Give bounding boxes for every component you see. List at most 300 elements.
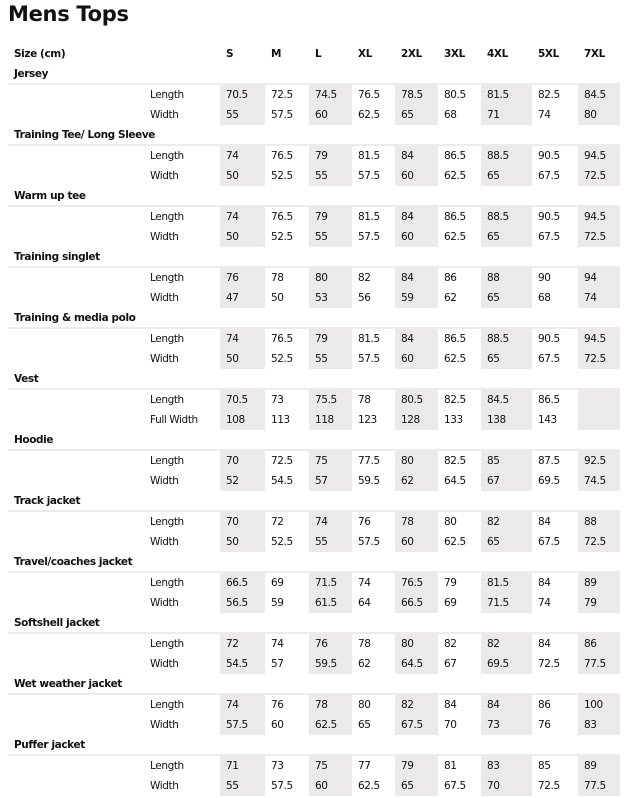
value-cell: 50 xyxy=(271,292,284,304)
value-cell: 70 xyxy=(220,450,265,471)
value-cell: 79 xyxy=(395,755,438,776)
value-cell: 59 xyxy=(271,597,284,609)
table-row xyxy=(8,166,620,186)
value-cell: 55 xyxy=(309,166,352,186)
value-cell: 57 xyxy=(309,471,352,491)
group-name: Jersey xyxy=(8,64,620,84)
value-cell: 88.5 xyxy=(481,328,532,349)
table-row xyxy=(8,694,620,715)
value-cell: 138 xyxy=(481,410,532,430)
spacer-cell xyxy=(8,776,150,796)
value-cell: 74 xyxy=(220,206,265,227)
value-cell: 62.5 xyxy=(444,231,466,243)
value-cell: 72 xyxy=(271,516,284,528)
size-chart-table xyxy=(8,44,620,796)
value-cell: 72.5 xyxy=(271,89,293,101)
measurement-label: Length xyxy=(150,272,184,284)
table-row xyxy=(8,532,620,552)
value-cell: 53 xyxy=(309,288,352,308)
value-cell: 47 xyxy=(220,288,265,308)
table-row xyxy=(8,633,620,654)
value-cell: 76.5 xyxy=(358,89,380,101)
value-cell: 60 xyxy=(395,227,438,247)
value-cell: 52.5 xyxy=(271,231,293,243)
value-cell: 100 xyxy=(578,694,620,715)
value-cell: 74 xyxy=(271,638,284,650)
value-cell: 84 xyxy=(538,577,551,589)
value-cell: 88 xyxy=(578,511,620,532)
value-cell: 67 xyxy=(444,658,457,670)
value-cell: 69 xyxy=(271,577,284,589)
value-cell: 86.5 xyxy=(538,394,560,406)
size-header-7xl: 7XL xyxy=(584,48,605,60)
table-row xyxy=(8,410,620,430)
spacer-cell xyxy=(8,328,150,349)
value-cell: 64.5 xyxy=(444,475,466,487)
value-cell: 75 xyxy=(309,755,352,776)
value-cell: 76 xyxy=(220,267,265,288)
value-cell: 86.5 xyxy=(444,150,466,162)
group-name: Softshell jacket xyxy=(8,613,620,633)
value-cell: 70.5 xyxy=(220,84,265,105)
value-cell: 84 xyxy=(538,516,551,528)
spacer-cell xyxy=(8,227,150,247)
value-cell: 79 xyxy=(309,145,352,166)
value-cell: 65 xyxy=(358,719,371,731)
value-cell: 65 xyxy=(481,532,532,552)
value-cell: 50 xyxy=(220,227,265,247)
spacer-cell xyxy=(8,633,150,654)
value-cell: 72.5 xyxy=(578,166,620,186)
measurement-label: Width xyxy=(150,475,179,487)
measurement-label: Length xyxy=(150,699,184,711)
value-cell: 68 xyxy=(538,292,551,304)
value-cell: 78.5 xyxy=(395,84,438,105)
group-header-row xyxy=(8,125,620,145)
measurement-label: Width xyxy=(150,536,179,548)
value-cell: 94.5 xyxy=(578,206,620,227)
value-cell: 57.5 xyxy=(358,353,380,365)
value-cell: 74 xyxy=(220,145,265,166)
value-cell: 77.5 xyxy=(578,654,620,674)
value-cell: 57.5 xyxy=(271,780,293,792)
table-row xyxy=(8,572,620,593)
value-cell: 108 xyxy=(220,410,265,430)
header-row xyxy=(8,44,620,64)
spacer-cell xyxy=(8,471,150,491)
value-cell: 76.5 xyxy=(395,572,438,593)
value-cell: 84.5 xyxy=(481,389,532,410)
value-cell: 61.5 xyxy=(309,593,352,613)
value-cell: 123 xyxy=(358,414,377,426)
group-name: Wet weather jacket xyxy=(8,674,620,694)
value-cell: 67.5 xyxy=(444,780,466,792)
table-row xyxy=(8,511,620,532)
value-cell: 90.5 xyxy=(538,150,560,162)
measurement-label: Width xyxy=(150,658,179,670)
table-row xyxy=(8,776,620,796)
value-cell: 54.5 xyxy=(220,654,265,674)
value-cell: 90.5 xyxy=(538,333,560,345)
value-cell: 57 xyxy=(271,658,284,670)
table-row xyxy=(8,349,620,369)
value-cell: 87.5 xyxy=(538,455,560,467)
group-name: Travel/coaches jacket xyxy=(8,552,620,572)
group-name: Hoodie xyxy=(8,430,620,450)
measurement-label: Length xyxy=(150,394,184,406)
value-cell: 55 xyxy=(309,349,352,369)
value-cell: 78 xyxy=(271,272,284,284)
value-cell: 64.5 xyxy=(395,654,438,674)
value-cell xyxy=(578,389,620,410)
spacer-cell xyxy=(8,410,150,430)
value-cell: 62 xyxy=(358,658,371,670)
value-cell: 84 xyxy=(395,206,438,227)
group-header-row xyxy=(8,430,620,450)
value-cell: 65 xyxy=(481,288,532,308)
value-cell: 81.5 xyxy=(481,84,532,105)
spacer-cell xyxy=(8,572,150,593)
value-cell: 65 xyxy=(481,227,532,247)
measurement-label: Length xyxy=(150,577,184,589)
value-cell: 74 xyxy=(578,288,620,308)
value-cell: 62 xyxy=(444,292,457,304)
table-row xyxy=(8,227,620,247)
table-row xyxy=(8,715,620,735)
value-cell: 76 xyxy=(271,699,284,711)
measurement-label: Length xyxy=(150,760,184,772)
value-cell: 62 xyxy=(395,471,438,491)
table-row xyxy=(8,755,620,776)
value-cell: 64 xyxy=(358,597,371,609)
value-cell: 73 xyxy=(481,715,532,735)
value-cell: 57.5 xyxy=(358,170,380,182)
value-cell: 60 xyxy=(309,776,352,796)
value-cell: 88.5 xyxy=(481,145,532,166)
value-cell: 88.5 xyxy=(481,206,532,227)
size-header-4xl: 4XL xyxy=(487,48,508,60)
value-cell: 82 xyxy=(481,511,532,532)
value-cell: 57.5 xyxy=(220,715,265,735)
value-cell: 90 xyxy=(538,272,551,284)
value-cell: 56.5 xyxy=(220,593,265,613)
table-row xyxy=(8,84,620,105)
value-cell: 70 xyxy=(481,776,532,796)
size-header-s: S xyxy=(226,48,234,60)
value-cell: 80 xyxy=(358,699,371,711)
size-header-m: M xyxy=(271,48,282,60)
measurement-label: Length xyxy=(150,89,184,101)
table-row xyxy=(8,471,620,491)
value-cell: 75.5 xyxy=(309,389,352,410)
value-cell: 79 xyxy=(309,206,352,227)
group-name: Track jacket xyxy=(8,491,620,511)
value-cell: 70.5 xyxy=(220,389,265,410)
value-cell: 80.5 xyxy=(444,89,466,101)
value-cell: 74 xyxy=(538,597,551,609)
value-cell: 52.5 xyxy=(271,536,293,548)
value-cell: 94.5 xyxy=(578,328,620,349)
value-cell: 68 xyxy=(444,109,457,121)
value-cell: 65 xyxy=(395,105,438,125)
spacer-cell xyxy=(8,267,150,288)
value-cell: 89 xyxy=(578,755,620,776)
value-cell: 71 xyxy=(481,105,532,125)
value-cell: 71.5 xyxy=(481,593,532,613)
value-cell: 52.5 xyxy=(271,170,293,182)
value-cell: 65 xyxy=(395,776,438,796)
value-cell: 73 xyxy=(271,394,284,406)
measurement-label: Length xyxy=(150,455,184,467)
group-header-row xyxy=(8,674,620,694)
spacer-cell xyxy=(8,206,150,227)
value-cell: 86 xyxy=(538,699,551,711)
group-header-row xyxy=(8,369,620,389)
value-cell: 79 xyxy=(309,328,352,349)
value-cell: 67.5 xyxy=(538,536,560,548)
value-cell: 72.5 xyxy=(538,658,560,670)
value-cell: 62.5 xyxy=(444,536,466,548)
value-cell: 82 xyxy=(358,272,371,284)
value-cell: 84 xyxy=(395,328,438,349)
value-cell: 84 xyxy=(395,145,438,166)
value-cell: 94 xyxy=(578,267,620,288)
group-name: Training singlet xyxy=(8,247,620,267)
value-cell: 81 xyxy=(444,760,457,772)
value-cell: 74.5 xyxy=(309,84,352,105)
header-label: Size (cm) xyxy=(14,48,66,60)
value-cell: 56 xyxy=(358,292,371,304)
measurement-label: Width xyxy=(150,292,179,304)
value-cell: 72.5 xyxy=(578,349,620,369)
table-row xyxy=(8,450,620,471)
spacer-cell xyxy=(8,511,150,532)
value-cell: 52 xyxy=(220,471,265,491)
value-cell: 80 xyxy=(309,267,352,288)
value-cell: 60 xyxy=(309,105,352,125)
value-cell: 62.5 xyxy=(444,353,466,365)
value-cell: 80 xyxy=(578,105,620,125)
value-cell: 72.5 xyxy=(538,780,560,792)
group-name: Vest xyxy=(8,369,620,389)
value-cell: 85 xyxy=(538,760,551,772)
value-cell: 80 xyxy=(395,450,438,471)
value-cell: 66.5 xyxy=(395,593,438,613)
value-cell: 54.5 xyxy=(271,475,293,487)
value-cell: 84.5 xyxy=(578,84,620,105)
table-row xyxy=(8,145,620,166)
value-cell: 78 xyxy=(358,638,371,650)
table-row xyxy=(8,328,620,349)
value-cell: 80 xyxy=(444,516,457,528)
value-cell: 82 xyxy=(481,633,532,654)
size-header-3xl: 3XL xyxy=(444,48,465,60)
value-cell: 74 xyxy=(309,511,352,532)
value-cell: 81.5 xyxy=(358,150,380,162)
group-name: Puffer jacket xyxy=(8,735,620,755)
value-cell: 133 xyxy=(444,414,463,426)
value-cell: 77 xyxy=(358,760,371,772)
value-cell: 74 xyxy=(220,694,265,715)
table-row xyxy=(8,593,620,613)
value-cell: 80.5 xyxy=(395,389,438,410)
value-cell: 57.5 xyxy=(271,109,293,121)
value-cell: 82.5 xyxy=(444,394,466,406)
table-row xyxy=(8,389,620,410)
group-header-row xyxy=(8,186,620,206)
value-cell: 90.5 xyxy=(538,211,560,223)
value-cell: 50 xyxy=(220,166,265,186)
group-header-row xyxy=(8,552,620,572)
table-row xyxy=(8,654,620,674)
value-cell: 55 xyxy=(309,532,352,552)
value-cell: 81.5 xyxy=(358,333,380,345)
value-cell: 67 xyxy=(481,471,532,491)
value-cell: 84 xyxy=(481,694,532,715)
size-header-5xl: 5XL xyxy=(538,48,559,60)
value-cell: 70 xyxy=(444,719,457,731)
size-header-2xl: 2XL xyxy=(401,48,422,60)
spacer-cell xyxy=(8,593,150,613)
measurement-label: Width xyxy=(150,353,179,365)
group-name: Training Tee/ Long Sleeve xyxy=(8,125,620,145)
value-cell: 72 xyxy=(220,633,265,654)
value-cell: 74 xyxy=(358,577,371,589)
measurement-label: Width xyxy=(150,109,179,121)
group-name: Warm up tee xyxy=(8,186,620,206)
size-header-xl: XL xyxy=(358,48,372,60)
value-cell: 60 xyxy=(395,532,438,552)
value-cell: 76.5 xyxy=(271,333,293,345)
value-cell: 79 xyxy=(444,577,457,589)
measurement-label: Length xyxy=(150,211,184,223)
value-cell: 74 xyxy=(538,109,551,121)
table-row xyxy=(8,105,620,125)
value-cell: 82.5 xyxy=(538,89,560,101)
value-cell: 70 xyxy=(220,511,265,532)
spacer-cell xyxy=(8,532,150,552)
value-cell: 60 xyxy=(395,349,438,369)
value-cell: 77.5 xyxy=(578,776,620,796)
value-cell: 72.5 xyxy=(578,532,620,552)
value-cell: 62.5 xyxy=(358,109,380,121)
value-cell: 78 xyxy=(309,694,352,715)
measurement-label: Width xyxy=(150,780,179,792)
value-cell: 83 xyxy=(578,715,620,735)
value-cell: 94.5 xyxy=(578,145,620,166)
measurement-label: Full Width xyxy=(150,414,198,426)
group-header-row xyxy=(8,491,620,511)
measurement-label: Length xyxy=(150,150,184,162)
group-header-row xyxy=(8,308,620,328)
spacer-cell xyxy=(8,349,150,369)
value-cell: 85 xyxy=(481,450,532,471)
value-cell: 72.5 xyxy=(271,455,293,467)
value-cell: 71 xyxy=(220,755,265,776)
spacer-cell xyxy=(8,654,150,674)
value-cell: 78 xyxy=(395,511,438,532)
spacer-cell xyxy=(8,755,150,776)
value-cell: 88 xyxy=(481,267,532,288)
measurement-label: Width xyxy=(150,597,179,609)
spacer-cell xyxy=(8,715,150,735)
value-cell: 86.5 xyxy=(444,211,466,223)
spacer-cell xyxy=(8,84,150,105)
value-cell: 50 xyxy=(220,532,265,552)
page-title: Mens Tops xyxy=(8,2,129,26)
group-header-row xyxy=(8,613,620,633)
value-cell: 86 xyxy=(578,633,620,654)
spacer-cell xyxy=(8,105,150,125)
value-cell: 65 xyxy=(481,349,532,369)
value-cell: 55 xyxy=(309,227,352,247)
value-cell: 113 xyxy=(271,414,290,426)
value-cell: 76 xyxy=(538,719,551,731)
value-cell: 66.5 xyxy=(220,572,265,593)
group-header-row xyxy=(8,247,620,267)
value-cell: 65 xyxy=(481,166,532,186)
table-row xyxy=(8,267,620,288)
value-cell: 59.5 xyxy=(309,654,352,674)
value-cell: 143 xyxy=(538,414,557,426)
value-cell: 67.5 xyxy=(395,715,438,735)
value-cell: 79 xyxy=(578,593,620,613)
measurement-label: Length xyxy=(150,516,184,528)
spacer-cell xyxy=(8,166,150,186)
value-cell xyxy=(578,410,620,430)
value-cell: 80 xyxy=(395,633,438,654)
size-header-l: L xyxy=(315,48,322,60)
value-cell: 76 xyxy=(309,633,352,654)
value-cell: 84 xyxy=(538,638,551,650)
value-cell: 82.5 xyxy=(444,455,466,467)
value-cell: 74 xyxy=(220,328,265,349)
value-cell: 86 xyxy=(444,272,457,284)
value-cell: 50 xyxy=(220,349,265,369)
value-cell: 71.5 xyxy=(309,572,352,593)
value-cell: 69 xyxy=(444,597,457,609)
value-cell: 76 xyxy=(358,516,371,528)
spacer-cell xyxy=(8,288,150,308)
value-cell: 60 xyxy=(395,166,438,186)
value-cell: 52.5 xyxy=(271,353,293,365)
value-cell: 60 xyxy=(271,719,284,731)
value-cell: 73 xyxy=(271,760,284,772)
value-cell: 55 xyxy=(220,776,265,796)
table-row xyxy=(8,288,620,308)
value-cell: 72.5 xyxy=(578,227,620,247)
measurement-label: Length xyxy=(150,333,184,345)
value-cell: 128 xyxy=(395,410,438,430)
value-cell: 59 xyxy=(395,288,438,308)
value-cell: 82 xyxy=(444,638,457,650)
value-cell: 57.5 xyxy=(358,231,380,243)
value-cell: 84 xyxy=(444,699,457,711)
group-header-row xyxy=(8,735,620,755)
value-cell: 77.5 xyxy=(358,455,380,467)
value-cell: 59.5 xyxy=(358,475,380,487)
value-cell: 83 xyxy=(481,755,532,776)
value-cell: 57.5 xyxy=(358,536,380,548)
value-cell: 75 xyxy=(309,450,352,471)
value-cell: 67.5 xyxy=(538,170,560,182)
value-cell: 92.5 xyxy=(578,450,620,471)
value-cell: 62.5 xyxy=(309,715,352,735)
measurement-label: Width xyxy=(150,170,179,182)
group-name: Training & media polo xyxy=(8,308,620,328)
value-cell: 76.5 xyxy=(271,211,293,223)
value-cell: 82 xyxy=(395,694,438,715)
